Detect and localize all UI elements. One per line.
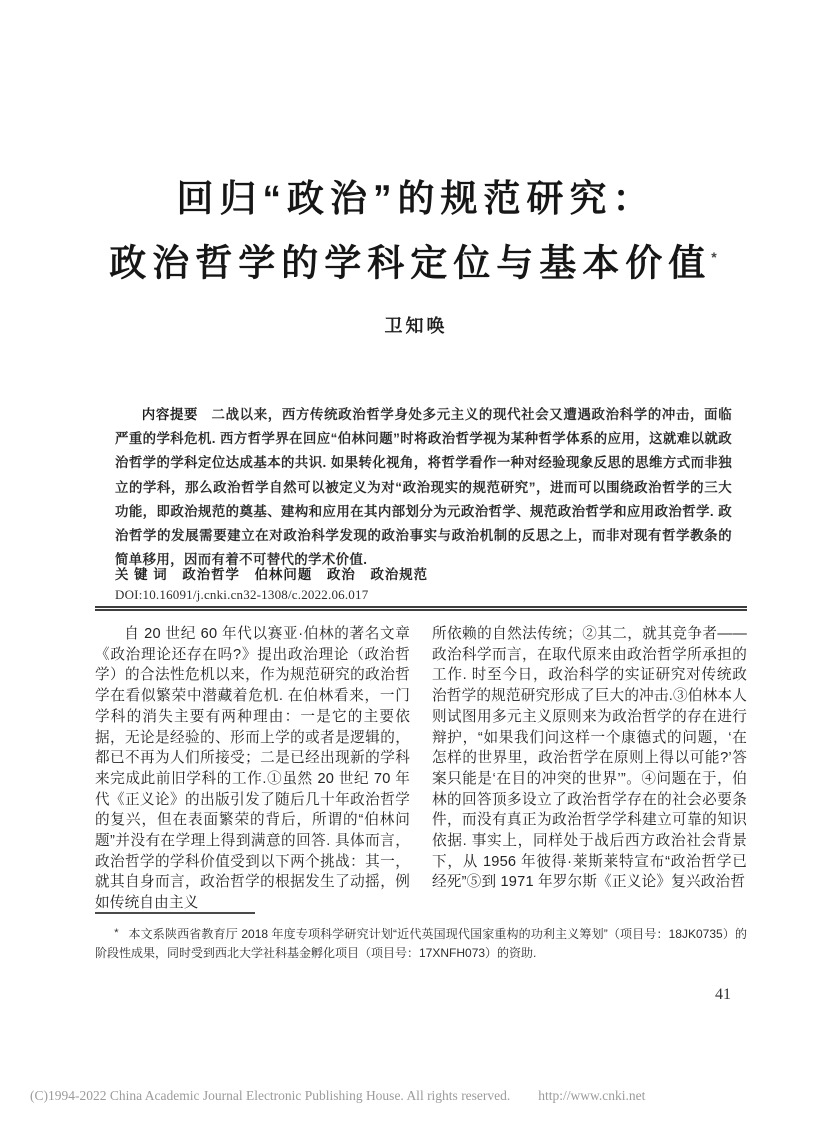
copyright-text: (C)1994-2022 China Academic Journal Electronic Publishing House. All rights reserved. <box>30 1088 511 1103</box>
keywords-label: 关 键 词 <box>115 567 168 582</box>
footnote-divider <box>95 912 255 914</box>
title-line-2-text: 政治哲学的学科定位与基本价值 <box>109 242 712 284</box>
keyword-item: 伯林问题 <box>254 567 313 582</box>
keywords-line <box>115 564 732 583</box>
keyword-item: 政治规范 <box>370 567 429 582</box>
body-column-left: 自 20 世纪 60 年代以赛亚·伯林的著名文章《政治理论还存在吗?》提出政治理论（政治哲学）的合法性危机以来，作为规范研究的政治哲学在看似繁荣中潜藏着危机. 在伯林看来，一门学科的消失主要有两种理由：一是它的主要依据，无论是经验的、形而上学的或者是逻辑的，都已不再为人们所接受；二是已经出现新的学科来完成此前旧学科的工作.①虽然 20 世纪 70 年代《正义论》的出版引发了随后几十年政治哲学的复兴，但在表面繁荣的背后，所谓的“伯林问题”并没有在学理上得到满意的回答. 具体而言，政治哲学的学科价值受到以下两个挑战：其一，就其自身而言，政治哲学的根据发生了动摇，例如传统自由主义 <box>95 626 410 912</box>
footnote-block <box>95 924 747 963</box>
title-footnote-mark: * <box>711 249 723 265</box>
body-column-right: 所依赖的自然法传统；②其二，就其竞争者——政治科学而言，在取代原来由政治哲学所承担的工作. 时至今日，政治科学的实证研究对传统政治哲学的规范研究形成了巨大的冲击.③伯林本人则试图用多元主义原则来为政治哲学的存在进行辩护，“如果我们问这样一个康德式的问题，‘在怎样的世界里，政治哲学在原则上得以可能?’答案只能是‘在目的冲突的世界’”。④问题在于，伯林的回答顶多设立了政治哲学存在的社会必要条件，而没有真正为政治哲学学科建立可靠的知识依据. 事实上，同样处于战后西方政治社会背景下，从 1956 年彼得·莱斯莱特宣布“政治哲学已经死”⑤到 1971 年罗尔斯《正义论》复兴政治哲 <box>432 626 747 891</box>
body-columns <box>95 624 747 914</box>
abstract-label: 内容提要 <box>141 407 199 422</box>
footnote-text: 本文系陕西省教育厅 2018 年度专项科学研究计划“近代英国现代国家重构的功利主义筹划”（项目号：18JK0735）的阶段性成果，同时受到西北大学社科基金孵化项目（项目号：17XNFH073）的资助. <box>95 927 747 960</box>
abstract-text: 二战以来，西方传统政治哲学身处多元主义的现代社会又遭遇政治科学的冲击，面临严重的学科危机. 西方哲学界在回应“伯林问题”时将政治哲学视为某种哲学体系的应用，这就难以就政治哲学的学科定位达成基本的共识. 如果转化视角，将哲学看作一种对经验现象反思的思维方式而非独立的学科，那么政治哲学自然可以被定义为对“政治现实的规范研究”，进而可以围绕政治哲学的三大功能，即政治规范的奠基、建构和应用在其内部划分为元政治哲学、规范政治哲学和应用政治哲学. 政治哲学的发展需要建立在对政治科学发现的政治事实与政治机制的反思之上，而非对现有哲学教条的简单移用，因而有着不可替代的学术价值. <box>115 407 732 568</box>
doi-line: DOI:10.16091/j.cnki.cn32-1308/c.2022.06.017 <box>115 587 369 602</box>
cnki-copyright-footer <box>30 1088 810 1104</box>
page-number: 41 <box>715 986 731 1003</box>
cnki-url: http://www.cnki.net <box>538 1088 646 1103</box>
keyword-item: 政治 <box>326 567 356 582</box>
footnote-mark: * <box>114 927 119 939</box>
paper-title <box>0 170 832 292</box>
title-line-1: 回归“政治”的规范研究： <box>176 178 656 219</box>
keyword-item: 政治哲学 <box>182 567 240 582</box>
author-name: 卫知唤 <box>384 316 448 336</box>
title-line-2 <box>0 228 832 292</box>
abstract-block <box>115 403 732 572</box>
header-divider <box>95 606 747 611</box>
